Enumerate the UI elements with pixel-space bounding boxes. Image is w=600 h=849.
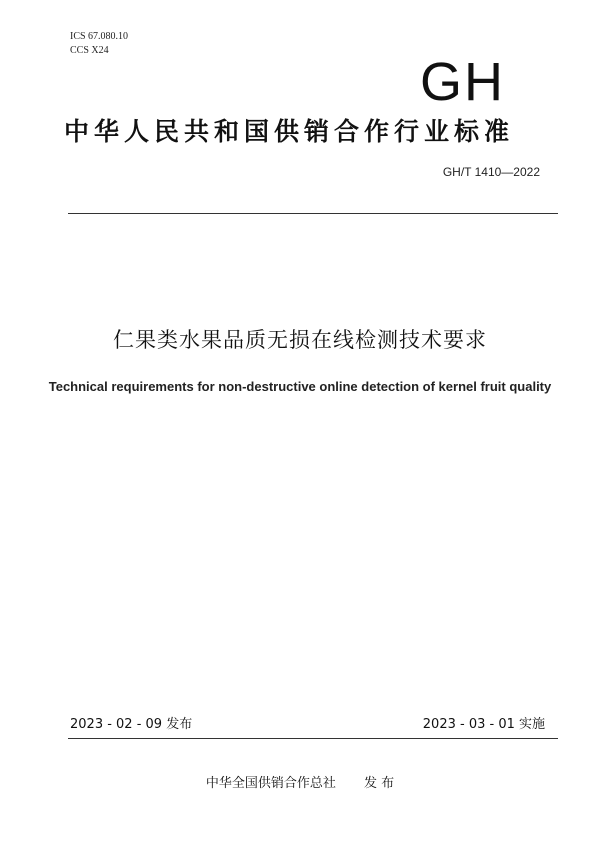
- footer-divider: [68, 738, 558, 739]
- classification-codes: [70, 30, 128, 58]
- publisher-name: 中华全国供销合作总社: [205, 776, 336, 791]
- document-title-english: Technical requirements for non-destructive online detection of kernel fruit quality: [48, 379, 552, 394]
- standard-category-title: 中华人民共和国供销合作行业标准: [64, 117, 515, 146]
- publisher-action: 发 布: [363, 776, 395, 791]
- ics-code: ICS 67.080.10: [70, 31, 129, 42]
- header-divider: [68, 213, 558, 214]
- gh-logo-mark: GH: [420, 52, 505, 112]
- publisher-line: [0, 775, 600, 793]
- implementation-date: 2023 - 03 - 01 实施: [422, 717, 545, 732]
- document-title-chinese: 仁果类水果品质无损在线检测技术要求: [113, 328, 487, 352]
- issue-date: 2023 - 02 - 09 发布: [70, 717, 193, 732]
- ccs-code: CCS X24: [70, 45, 109, 56]
- standard-number: GH/T 1410—2022: [442, 165, 540, 179]
